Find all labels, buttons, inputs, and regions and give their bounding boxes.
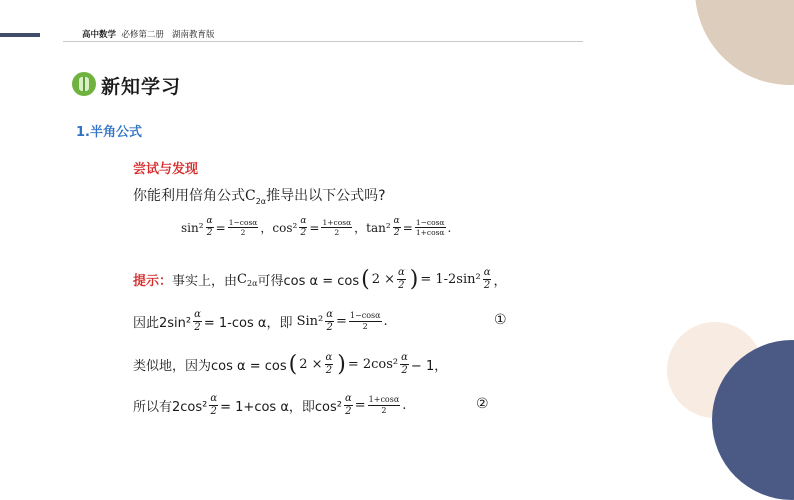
frac-cos bbox=[321, 219, 352, 237]
frac-den: 2 bbox=[210, 406, 217, 417]
section-title: 新知学习 bbox=[101, 76, 182, 98]
decor-circle-top-right bbox=[695, 0, 794, 85]
frac-den: 2 bbox=[326, 322, 333, 333]
eq: = bbox=[309, 220, 320, 235]
hint-line bbox=[133, 268, 507, 291]
eq: = bbox=[336, 314, 347, 329]
left-paren: ( bbox=[288, 351, 298, 377]
header-accent-bar bbox=[0, 33, 40, 37]
frac-alpha-2 bbox=[483, 268, 492, 291]
marker-2: ② bbox=[476, 396, 489, 412]
cos-label: cos² bbox=[272, 220, 298, 235]
frac-sin bbox=[349, 312, 382, 331]
frac-num: α bbox=[325, 352, 333, 363]
frac-num: 1−cosα bbox=[349, 311, 381, 320]
frac-den: 2 bbox=[483, 280, 491, 291]
frac-den: 2 bbox=[401, 365, 408, 376]
comma: ， bbox=[493, 274, 507, 289]
period: . bbox=[447, 220, 452, 235]
hint-text1: 事实上，由 bbox=[172, 274, 238, 289]
frac-den: 2 bbox=[345, 406, 352, 417]
line4-result: = 2cos² bbox=[347, 357, 399, 372]
header-book: 必修第二册 湖南教育版 bbox=[116, 30, 215, 40]
frac-alpha-2 bbox=[393, 217, 401, 238]
frac-den: 2 bbox=[194, 322, 201, 333]
frac-num: 1−cosα bbox=[415, 217, 445, 227]
frac-alpha-2 bbox=[397, 268, 406, 291]
header-text bbox=[82, 28, 215, 40]
derivation-line-2 bbox=[133, 353, 447, 376]
header-divider bbox=[63, 41, 583, 42]
question-line bbox=[133, 185, 386, 205]
section-subtitle: 1.半角公式 bbox=[76, 125, 142, 140]
frac-num: α bbox=[401, 352, 408, 363]
try-label: 尝试与发现 bbox=[133, 162, 199, 177]
frac-alpha-2 bbox=[209, 394, 218, 417]
frac-num: α bbox=[344, 393, 352, 404]
comma: ， bbox=[260, 221, 273, 235]
line3-sin: Sin² bbox=[296, 314, 324, 329]
frac-den: 2 bbox=[325, 365, 333, 376]
line5-text1: 所以有2cos² bbox=[133, 400, 208, 415]
line4-text1: 类似地，因为cos α = cos bbox=[133, 359, 287, 374]
frac-alpha-2 bbox=[325, 353, 334, 376]
book-icon-spine bbox=[83, 77, 85, 91]
derivation-line-1 bbox=[133, 310, 388, 333]
frac-alpha-2 bbox=[299, 217, 307, 238]
frac-den: 1+cosα bbox=[415, 228, 445, 237]
question-tail: 推导出以下公式吗? bbox=[266, 188, 386, 204]
hint-text2: 可得cos α = cos bbox=[257, 274, 360, 289]
eq: = bbox=[402, 220, 413, 235]
formula-line bbox=[181, 217, 451, 238]
frac-den: 2 bbox=[240, 228, 246, 237]
hint-inner: 2 × bbox=[371, 272, 395, 287]
question-text: 你能利用倍角公式 bbox=[133, 188, 245, 204]
frac-num: 1−cosα bbox=[228, 217, 258, 227]
comma: ， bbox=[354, 221, 367, 235]
frac-num: α bbox=[326, 309, 334, 320]
frac-den: 2 bbox=[381, 406, 387, 415]
header-subject: 高中数学 bbox=[82, 30, 117, 40]
period: . bbox=[383, 314, 388, 329]
frac-num: α bbox=[397, 267, 405, 278]
frac-den: 2 bbox=[398, 280, 405, 291]
line4-inner: 2 × bbox=[299, 357, 323, 372]
frac-num: α bbox=[300, 216, 307, 226]
frac-alpha-2 bbox=[206, 217, 214, 238]
frac-den: 2 bbox=[393, 228, 400, 238]
frac-cos bbox=[368, 396, 401, 415]
hint-result: = 1-2sin² bbox=[420, 272, 481, 287]
hint-c: C bbox=[237, 272, 247, 287]
hint-sub: 2α bbox=[246, 279, 258, 288]
frac-num: α bbox=[483, 267, 491, 278]
hint-label: 提示： bbox=[133, 274, 173, 289]
frac-tan bbox=[415, 219, 446, 237]
marker-1: ① bbox=[494, 312, 507, 328]
frac-num: α bbox=[206, 216, 213, 226]
frac-num: 1+cosα bbox=[368, 395, 400, 404]
frac-num: 1+cosα bbox=[322, 217, 352, 227]
frac-den: 2 bbox=[334, 228, 340, 237]
period: . bbox=[402, 398, 407, 413]
right-paren: ) bbox=[409, 266, 419, 292]
question-sub: 2α bbox=[255, 197, 267, 206]
tan-label: tan² bbox=[366, 220, 391, 235]
left-paren: ( bbox=[361, 266, 370, 292]
derivation-line-3 bbox=[133, 394, 406, 417]
sin-label: sin² bbox=[181, 220, 204, 235]
frac-den: 2 bbox=[362, 322, 368, 331]
question-c: C bbox=[245, 188, 256, 204]
frac-alpha-2 bbox=[325, 310, 334, 333]
frac-num: α bbox=[194, 309, 201, 320]
frac-den: 2 bbox=[206, 228, 213, 238]
frac-alpha-2 bbox=[193, 310, 202, 333]
frac-num: α bbox=[393, 216, 400, 226]
frac-alpha-2 bbox=[400, 353, 409, 376]
frac-num: α bbox=[210, 393, 218, 404]
frac-den: 2 bbox=[300, 228, 307, 238]
frac-alpha-2 bbox=[344, 394, 353, 417]
frac-sin bbox=[228, 219, 259, 237]
line5-mid: = 1+cos α，即cos² bbox=[220, 400, 342, 415]
line3-mid: = 1-cos α，即 bbox=[203, 316, 293, 331]
line4-tail: − 1， bbox=[410, 359, 448, 374]
line3-text1: 因此2sin² bbox=[133, 316, 192, 331]
eq: = bbox=[215, 220, 226, 235]
right-paren: ) bbox=[337, 351, 346, 377]
eq: = bbox=[354, 398, 366, 413]
